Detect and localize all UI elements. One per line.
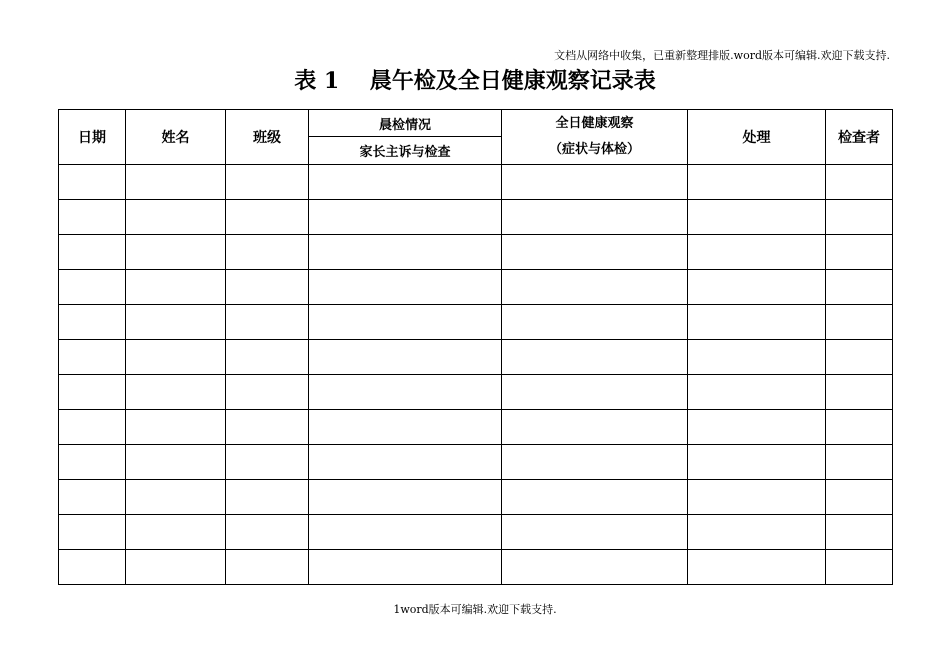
cell-inspector[interactable] [826, 340, 893, 375]
header-inspector: 检查者 [826, 110, 893, 165]
health-record-table [58, 109, 893, 585]
cell-handling[interactable] [688, 480, 826, 515]
cell-class[interactable] [226, 515, 309, 550]
cell-name[interactable] [126, 445, 226, 480]
cell-class[interactable] [226, 375, 309, 410]
cell-name[interactable] [126, 410, 226, 445]
cell-class[interactable] [226, 445, 309, 480]
cell-inspector[interactable] [826, 410, 893, 445]
cell-name[interactable] [126, 305, 226, 340]
cell-inspector[interactable] [826, 165, 893, 200]
cell-fullday-observation[interactable] [502, 375, 688, 410]
cell-date[interactable] [59, 200, 126, 235]
cell-inspector[interactable] [826, 200, 893, 235]
cell-inspector[interactable] [826, 550, 893, 585]
cell-date[interactable] [59, 235, 126, 270]
cell-name[interactable] [126, 165, 226, 200]
table-row [59, 165, 893, 200]
header-fullday-observation [502, 110, 688, 165]
table-row [59, 410, 893, 445]
cell-class[interactable] [226, 305, 309, 340]
cell-date[interactable] [59, 305, 126, 340]
cell-fullday-observation[interactable] [502, 445, 688, 480]
cell-class[interactable] [226, 550, 309, 585]
cell-fullday-observation[interactable] [502, 235, 688, 270]
cell-handling[interactable] [688, 445, 826, 480]
cell-inspector[interactable] [826, 375, 893, 410]
page-title: 表 1 晨午检及全日健康观察记录表 [294, 68, 656, 94]
cell-date[interactable] [59, 410, 126, 445]
cell-parent-complaint[interactable] [309, 375, 502, 410]
cell-inspector[interactable] [826, 270, 893, 305]
table-row [59, 375, 893, 410]
cell-handling[interactable] [688, 340, 826, 375]
cell-parent-complaint[interactable] [309, 200, 502, 235]
cell-fullday-observation[interactable] [502, 270, 688, 305]
cell-name[interactable] [126, 235, 226, 270]
table-row [59, 235, 893, 270]
header-note: 文档从网络中收集，已重新整理排版.word版本可编辑.欢迎下载支持. [554, 49, 890, 62]
cell-inspector[interactable] [826, 515, 893, 550]
table-row [59, 340, 893, 375]
cell-handling[interactable] [688, 235, 826, 270]
table-body [59, 165, 893, 585]
cell-name[interactable] [126, 340, 226, 375]
cell-date[interactable] [59, 480, 126, 515]
cell-inspector[interactable] [826, 235, 893, 270]
cell-class[interactable] [226, 200, 309, 235]
cell-handling[interactable] [688, 200, 826, 235]
header-date: 日期 [59, 110, 126, 165]
cell-date[interactable] [59, 270, 126, 305]
cell-date[interactable] [59, 375, 126, 410]
cell-date[interactable] [59, 340, 126, 375]
cell-handling[interactable] [688, 550, 826, 585]
table-row [59, 550, 893, 585]
cell-date[interactable] [59, 550, 126, 585]
cell-class[interactable] [226, 480, 309, 515]
cell-fullday-observation[interactable] [502, 410, 688, 445]
cell-class[interactable] [226, 410, 309, 445]
cell-fullday-observation[interactable] [502, 200, 688, 235]
cell-name[interactable] [126, 550, 226, 585]
cell-name[interactable] [126, 200, 226, 235]
cell-parent-complaint[interactable] [309, 480, 502, 515]
table-row [59, 480, 893, 515]
cell-name[interactable] [126, 515, 226, 550]
cell-name[interactable] [126, 270, 226, 305]
header-morning-check: 晨检情况 [309, 110, 502, 137]
header-class: 班级 [226, 110, 309, 165]
header-parent-complaint: 家长主诉与检查 [309, 137, 502, 165]
cell-class[interactable] [226, 340, 309, 375]
cell-handling[interactable] [688, 375, 826, 410]
table-row [59, 515, 893, 550]
cell-handling[interactable] [688, 515, 826, 550]
table-row [59, 445, 893, 480]
cell-handling[interactable] [688, 305, 826, 340]
cell-parent-complaint[interactable] [309, 340, 502, 375]
cell-parent-complaint[interactable] [309, 410, 502, 445]
cell-name[interactable] [126, 375, 226, 410]
cell-parent-complaint[interactable] [309, 235, 502, 270]
cell-fullday-observation[interactable] [502, 340, 688, 375]
footer-note: 1word版本可编辑.欢迎下载支持. [393, 603, 557, 616]
table-row [59, 270, 893, 305]
cell-parent-complaint[interactable] [309, 270, 502, 305]
cell-parent-complaint[interactable] [309, 305, 502, 340]
cell-name[interactable] [126, 480, 226, 515]
cell-parent-complaint[interactable] [309, 515, 502, 550]
cell-fullday-observation[interactable] [502, 305, 688, 340]
header-symptoms-subtitle: （症状与体检） [548, 142, 640, 157]
cell-parent-complaint[interactable] [309, 165, 502, 200]
cell-fullday-observation[interactable] [502, 165, 688, 200]
cell-date[interactable] [59, 445, 126, 480]
cell-fullday-observation[interactable] [502, 480, 688, 515]
header-handling: 处理 [688, 110, 826, 165]
cell-date[interactable] [59, 165, 126, 200]
cell-handling[interactable] [688, 165, 826, 200]
cell-fullday-observation[interactable] [502, 515, 688, 550]
cell-inspector[interactable] [826, 445, 893, 480]
cell-date[interactable] [59, 515, 126, 550]
table-row [59, 305, 893, 340]
cell-parent-complaint[interactable] [309, 550, 502, 585]
cell-handling[interactable] [688, 270, 826, 305]
cell-inspector[interactable] [826, 480, 893, 515]
table-header-row-1 [59, 110, 893, 137]
header-name: 姓名 [126, 110, 226, 165]
cell-class[interactable] [226, 165, 309, 200]
cell-handling[interactable] [688, 410, 826, 445]
cell-class[interactable] [226, 235, 309, 270]
table-row [59, 200, 893, 235]
cell-parent-complaint[interactable] [309, 445, 502, 480]
header-fullday-observation-title: 全日健康观察 [555, 116, 634, 131]
cell-inspector[interactable] [826, 305, 893, 340]
cell-fullday-observation[interactable] [502, 550, 688, 585]
cell-class[interactable] [226, 270, 309, 305]
